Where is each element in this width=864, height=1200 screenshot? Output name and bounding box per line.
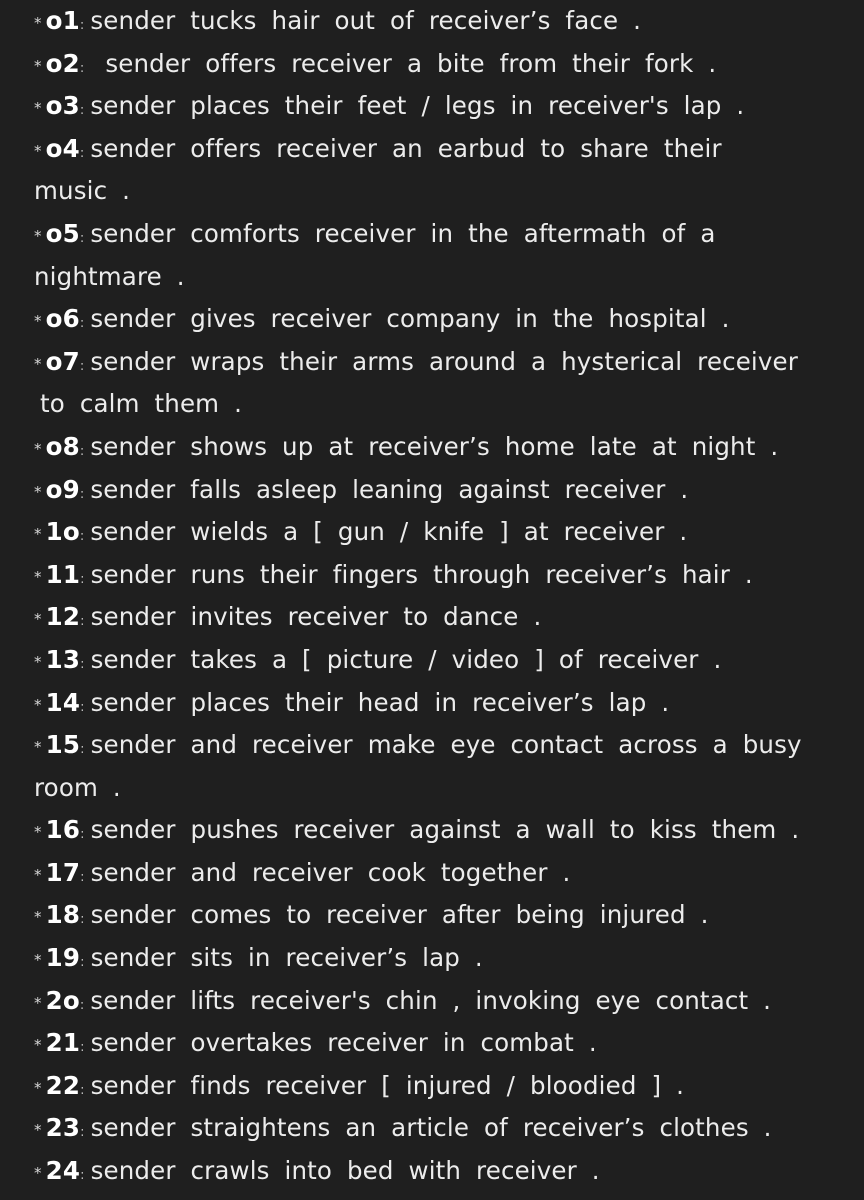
prompt-text: sender sits in receiver’s lap . bbox=[90, 943, 483, 973]
prompt-number: 16 bbox=[45, 815, 81, 845]
list-item bbox=[34, 682, 834, 725]
list-item bbox=[34, 937, 834, 980]
prompt-text: sender lifts receiver's chin , invoking eye contact . bbox=[90, 985, 772, 1015]
asterisk-bullet-icon: * bbox=[34, 56, 42, 75]
asterisk-bullet-icon: * bbox=[34, 738, 42, 757]
list-item-continuation bbox=[34, 767, 834, 810]
prompt-separator: : bbox=[79, 230, 85, 246]
prompt-text: sender pushes receiver against a wall to kiss them . bbox=[90, 815, 800, 845]
prompt-number: 2o bbox=[45, 985, 80, 1015]
prompt-separator: : bbox=[80, 1040, 85, 1056]
asterisk-bullet-icon: * bbox=[34, 14, 42, 32]
prompt-text: sender crawls into bed with receiver . bbox=[90, 1156, 600, 1186]
prompt-separator: : bbox=[80, 827, 85, 843]
asterisk-bullet-icon: * bbox=[34, 652, 42, 671]
asterisk-bullet-icon: * bbox=[34, 993, 42, 1012]
prompt-text: sender shows up at receiver’s home late at night . bbox=[90, 431, 779, 461]
prompt-text: sender runs their fingers through receiver’s hair . bbox=[90, 559, 753, 589]
list-item bbox=[34, 639, 834, 682]
list-item-continuation bbox=[34, 256, 834, 299]
prompt-list bbox=[34, 0, 834, 1193]
prompt-number: 17 bbox=[45, 857, 81, 887]
prompt-text: sender comforts receiver in the aftermath of a bbox=[90, 218, 716, 248]
list-item-continuation bbox=[34, 383, 834, 426]
prompt-number: o8 bbox=[45, 431, 80, 461]
list-item bbox=[34, 980, 834, 1023]
prompt-separator: : bbox=[79, 103, 85, 119]
asterisk-bullet-icon: * bbox=[34, 312, 42, 331]
list-item bbox=[34, 1150, 834, 1193]
prompt-separator: : bbox=[79, 145, 85, 161]
list-item-continuation bbox=[34, 170, 834, 213]
prompt-text: nightmare . bbox=[34, 261, 185, 291]
prompt-separator: : bbox=[79, 997, 85, 1013]
prompt-number: 23 bbox=[45, 1113, 81, 1143]
prompt-separator: : bbox=[79, 60, 85, 76]
list-item bbox=[34, 341, 834, 384]
asterisk-bullet-icon: * bbox=[34, 1078, 42, 1097]
prompt-separator: : bbox=[80, 1082, 85, 1098]
list-item bbox=[34, 213, 834, 256]
prompt-text: music . bbox=[34, 176, 131, 206]
prompt-number: 18 bbox=[45, 900, 81, 930]
asterisk-bullet-icon: * bbox=[34, 141, 42, 160]
prompt-number: 15 bbox=[45, 730, 81, 760]
asterisk-bullet-icon: * bbox=[34, 354, 42, 373]
prompt-separator: : bbox=[79, 486, 85, 502]
list-item bbox=[34, 1022, 834, 1065]
prompt-text: sender and receiver cook together . bbox=[90, 857, 571, 887]
prompt-separator: : bbox=[80, 955, 85, 971]
prompt-number: 14 bbox=[45, 687, 81, 717]
prompt-number: 22 bbox=[45, 1070, 81, 1100]
asterisk-bullet-icon: * bbox=[34, 865, 42, 884]
prompt-number: o7 bbox=[45, 346, 80, 376]
prompt-text: sender finds receiver [ injured / bloodied ] . bbox=[90, 1070, 685, 1100]
list-item bbox=[34, 1065, 834, 1108]
prompt-separator: : bbox=[80, 1125, 85, 1141]
list-item bbox=[34, 298, 834, 341]
prompt-text: sender wraps their arms around a hysterical receiver bbox=[90, 346, 798, 376]
prompt-number: o4 bbox=[45, 133, 80, 163]
prompt-text: sender comes to receiver after being injured . bbox=[90, 900, 709, 930]
asterisk-bullet-icon: * bbox=[34, 951, 42, 970]
prompt-text: sender tucks hair out of receiver’s face . bbox=[90, 6, 642, 35]
asterisk-bullet-icon: * bbox=[34, 610, 42, 629]
list-item bbox=[34, 469, 834, 512]
prompt-number: 13 bbox=[45, 644, 81, 674]
prompt-separator: : bbox=[80, 742, 85, 758]
list-item bbox=[34, 43, 834, 86]
list-item bbox=[34, 724, 834, 767]
prompt-text: sender gives receiver company in the hospital . bbox=[90, 304, 730, 334]
prompt-number: o2 bbox=[45, 48, 80, 78]
prompt-number: 1o bbox=[45, 517, 80, 547]
prompt-text: room . bbox=[34, 772, 121, 802]
list-item bbox=[34, 1107, 834, 1150]
prompt-text: sender overtakes receiver in combat . bbox=[90, 1028, 597, 1058]
prompt-separator: : bbox=[79, 316, 85, 332]
list-item bbox=[34, 128, 834, 171]
prompt-separator: : bbox=[80, 869, 85, 885]
prompt-number: 21 bbox=[45, 1028, 81, 1058]
asterisk-bullet-icon: * bbox=[34, 1036, 42, 1055]
prompt-text: sender invites receiver to dance . bbox=[90, 602, 542, 632]
prompt-number: o6 bbox=[45, 304, 80, 334]
prompt-number: o9 bbox=[45, 474, 80, 504]
list-item bbox=[34, 554, 834, 597]
prompt-separator: : bbox=[80, 656, 85, 672]
asterisk-bullet-icon: * bbox=[34, 1121, 42, 1140]
prompt-number: o5 bbox=[45, 218, 80, 248]
prompt-separator: : bbox=[79, 443, 85, 459]
asterisk-bullet-icon: * bbox=[34, 908, 42, 927]
list-item bbox=[34, 426, 834, 469]
asterisk-bullet-icon: * bbox=[34, 439, 42, 458]
prompt-text: sender places their feet / legs in receiver's lap . bbox=[90, 91, 745, 121]
prompt-text: sender and receiver make eye contact across a busy bbox=[90, 730, 802, 760]
prompt-separator: : bbox=[80, 614, 85, 630]
asterisk-bullet-icon: * bbox=[34, 482, 42, 501]
prompt-number: o1 bbox=[45, 6, 80, 35]
prompt-number: o3 bbox=[45, 91, 80, 121]
list-item bbox=[34, 596, 834, 639]
prompt-separator: : bbox=[80, 699, 85, 715]
list-item bbox=[34, 511, 834, 554]
asterisk-bullet-icon: * bbox=[34, 1164, 42, 1183]
prompt-number: 12 bbox=[45, 602, 81, 632]
list-item bbox=[34, 809, 834, 852]
prompt-number: 19 bbox=[45, 943, 81, 973]
list-item bbox=[34, 85, 834, 128]
prompt-separator: : bbox=[80, 912, 85, 928]
prompt-separator: : bbox=[79, 18, 85, 33]
asterisk-bullet-icon: * bbox=[34, 695, 42, 714]
list-item bbox=[34, 852, 834, 895]
list-item bbox=[34, 894, 834, 937]
prompt-text: sender wields a [ gun / knife ] at receiver . bbox=[90, 517, 688, 547]
prompt-text: sender offers receiver a bite from their fork . bbox=[90, 48, 717, 78]
prompt-text: sender straightens an article of receiver’s clothes . bbox=[90, 1113, 772, 1143]
prompt-separator: : bbox=[80, 571, 85, 587]
asterisk-bullet-icon: * bbox=[34, 567, 42, 586]
prompt-separator: : bbox=[79, 358, 85, 374]
prompt-text: to calm them . bbox=[40, 389, 243, 419]
prompt-text: sender takes a [ picture / video ] of receiver . bbox=[90, 644, 722, 674]
asterisk-bullet-icon: * bbox=[34, 525, 42, 544]
prompt-text: sender places their head in receiver’s lap . bbox=[90, 687, 670, 717]
prompt-text: sender falls asleep leaning against receiver . bbox=[90, 474, 689, 504]
asterisk-bullet-icon: * bbox=[34, 99, 42, 118]
asterisk-bullet-icon: * bbox=[34, 226, 42, 245]
prompt-separator: : bbox=[80, 1168, 85, 1184]
asterisk-bullet-icon: * bbox=[34, 823, 42, 842]
list-item bbox=[34, 0, 834, 43]
prompt-number: 11 bbox=[45, 559, 81, 589]
prompt-separator: : bbox=[79, 529, 85, 545]
prompt-number: 24 bbox=[45, 1156, 81, 1186]
prompt-text: sender offers receiver an earbud to share their bbox=[90, 133, 722, 163]
